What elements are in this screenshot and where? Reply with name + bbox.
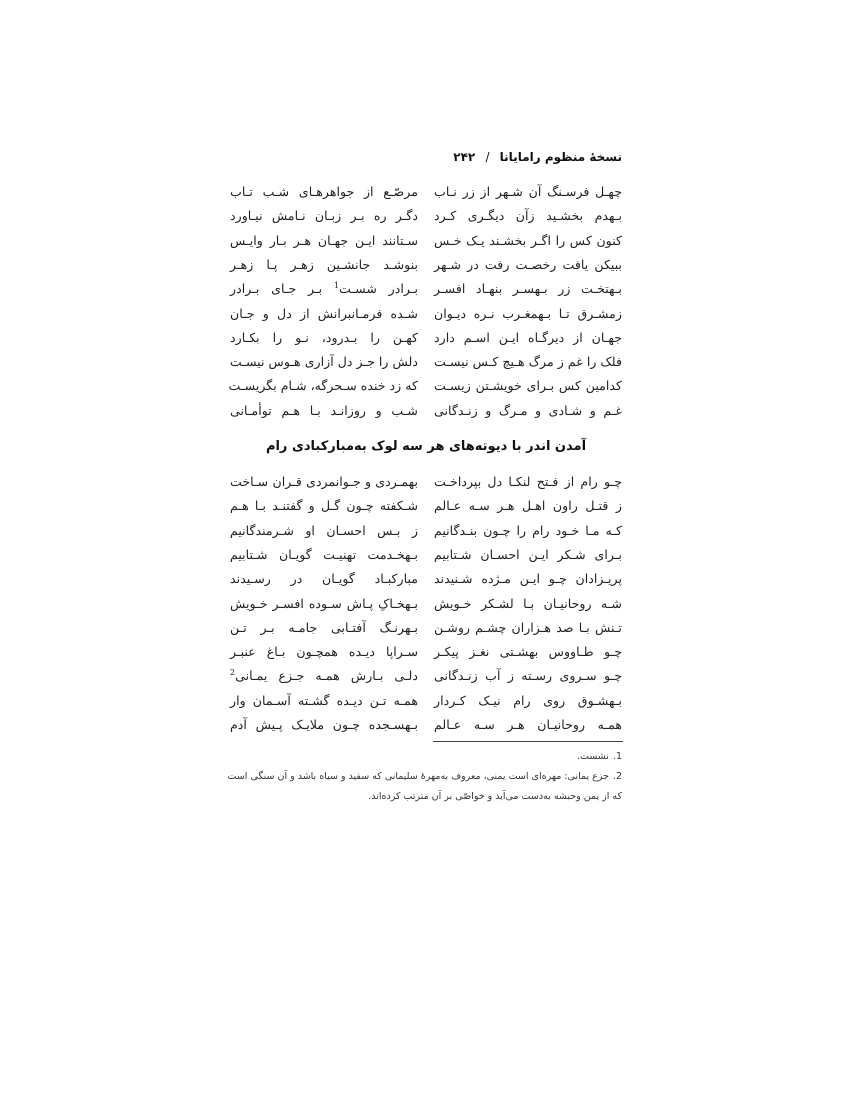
hemistich-text: شـب و روزانـد بـا هـم توأمـانی xyxy=(230,402,418,418)
hemistich-text: بـرادر شسـت xyxy=(339,281,418,297)
verse-second-hemistich xyxy=(230,328,418,348)
verse-row xyxy=(0,521,850,545)
hemistich-text: ز بـس احسـان او شـرمندگانیم xyxy=(230,522,418,538)
hemistich-text: فلک را غم ز مرگ هـیچ کـس نیسـت xyxy=(434,354,622,370)
verse-first-hemistich xyxy=(434,279,622,299)
hemistich-text: بـرای شـکر ایـن احسـان شـتابیم xyxy=(434,546,622,562)
verse-row xyxy=(0,376,850,400)
verse-row xyxy=(0,255,850,279)
hemistich-text: سـراپا دیـده همچـون بـاغ عنبـر xyxy=(230,644,418,660)
hemistich-text: جهـان از دیرگـاه ایـن اسـم دارد xyxy=(434,329,622,345)
verse-row xyxy=(0,642,850,666)
verse-row xyxy=(0,691,850,715)
hemistich-text: بـهشـوق روی رام نیـک کـردار xyxy=(434,692,622,708)
hemistich-text: چـو سـروی رسـته ز آب زنـدگانی xyxy=(434,668,622,684)
verse-first-hemistich xyxy=(434,328,622,348)
verse-first-hemistich xyxy=(434,569,622,589)
hemistich-text: ببیکن یافت رخصـت رفت در شـهر xyxy=(434,256,622,272)
hemistich-text: مرصّـع از جواهرهـای شـب تـاب xyxy=(230,184,418,199)
verse-row xyxy=(0,231,850,255)
hemistich-text: کنون کس را اگـر بخشـند یـک خـس xyxy=(434,232,622,248)
hemistich-text: همـه تـن دیـده گشـته آسـمان وار xyxy=(230,692,418,708)
verse-second-hemistich xyxy=(230,666,418,686)
running-header xyxy=(453,150,622,164)
hemistich-text: کهـن را بـدرود، نـو را بکـارد xyxy=(230,329,418,345)
footnote-divider xyxy=(433,741,623,742)
verse-row xyxy=(0,206,850,230)
hemistich-text: شـه روحانیـان بـا لشـکر خـویش xyxy=(434,595,622,611)
verse-second-hemistich xyxy=(230,521,418,541)
hemistich-text: کدامین کس بـرای خویشـتن زیسـت xyxy=(434,378,622,394)
hemistich-text: بـهسـجده چـون ملایـک پـیش آدم xyxy=(230,717,418,732)
verse-first-hemistich xyxy=(434,618,622,638)
hemistich-text: دلش را جـز دل آزاری هـوس نیسـت xyxy=(229,354,418,370)
hemistich-text: کـه مـا خـود رام را چـون بنـدگانیم xyxy=(434,522,622,538)
footnote-number: 2. xyxy=(612,771,622,782)
verse-second-hemistich xyxy=(230,472,418,492)
footnote-2 xyxy=(227,767,622,807)
hemistich-text: غـم و شـادی و مـرگ و زنـدگانی xyxy=(434,402,622,418)
hemistich-text: سـتانند ایـن جهـان هـر بـار وایـس xyxy=(230,232,418,248)
verse-second-hemistich xyxy=(230,496,418,516)
verse-second-hemistich xyxy=(230,376,418,396)
hemistich-text: بـهخـدمت تهنیـت گویـان شـتابیم xyxy=(230,546,418,562)
verse-second-hemistich xyxy=(230,618,418,638)
hemistich-text: شـده فرمـانبرانش از دل و جـان xyxy=(230,305,418,321)
hemistich-text: همـه روحانیـان هـر سـه عـالم xyxy=(434,717,622,732)
verse-row xyxy=(0,401,850,425)
verse-row xyxy=(0,279,850,303)
verse-first-hemistich xyxy=(434,521,622,541)
section-heading: آمدن اندر با دیوته‌های هر سه لوک به‌مبارکبادی رام xyxy=(265,439,587,454)
verse-first-hemistich xyxy=(434,594,622,614)
verse-first-hemistich xyxy=(434,255,622,275)
verse-first-hemistich xyxy=(434,715,622,735)
hemistich-text: که زد خنده سـحرگه، شـام بگریسـت xyxy=(228,378,418,394)
hemistich-text: بـهرنـگ آفتـابی جامـه بـر تـن xyxy=(230,619,418,635)
hemistich-text: چهـل فرسـنگ آن شـهر از زر نـاب xyxy=(434,184,622,199)
verse-row xyxy=(0,545,850,569)
verse-row xyxy=(0,472,850,496)
verse-second-hemistich xyxy=(230,206,418,226)
hemistich-text: دلـی بـارش همـه جـزع یمـانی xyxy=(235,668,418,684)
verse-first-hemistich xyxy=(434,352,622,372)
verse-first-hemistich xyxy=(434,545,622,565)
hemistich-text: بهمـردی و جـوانمردی قـران سـاخت xyxy=(230,474,418,489)
verse-first-hemistich xyxy=(434,304,622,324)
verse-second-hemistich xyxy=(230,352,418,372)
verse-first-hemistich xyxy=(434,496,622,516)
footnote-text: نشست. xyxy=(576,751,609,762)
verse-first-hemistich xyxy=(434,691,622,711)
footnote-marker: 2 xyxy=(230,668,236,678)
verse-second-hemistich xyxy=(230,642,418,662)
header-separator: / xyxy=(485,150,490,164)
page-number: ۲۴۲ xyxy=(453,150,476,164)
verse-second-hemistich xyxy=(230,255,418,275)
verse-first-hemistich xyxy=(434,666,622,686)
hemistich-text: تـنش بـا صد هـزاران چشـم روشـن xyxy=(434,619,622,635)
book-title: نسخهٔ منظوم رامایانا xyxy=(499,150,622,164)
verse-second-hemistich xyxy=(230,401,418,421)
hemistich-text: بـهدم بخشـید زآن دیگـری کـرد xyxy=(434,208,622,224)
hemistich-text: چـو رام از فـتح لنکـا دل بپرداخـت xyxy=(434,474,622,489)
verse-row xyxy=(0,496,850,520)
verse-row xyxy=(0,715,850,739)
verse-second-hemistich xyxy=(230,304,418,324)
verse-row xyxy=(0,569,850,593)
verse-second-hemistich xyxy=(230,691,418,711)
footnote-marker: 1 xyxy=(333,281,340,290)
verse-row xyxy=(0,182,850,206)
verse-first-hemistich xyxy=(434,642,622,662)
verse-second-hemistich xyxy=(230,182,418,202)
footnote-1 xyxy=(227,747,622,767)
verse-second-hemistich xyxy=(230,545,418,565)
hemistich-text: زمشـرق تـا بـهمغـرب نـره دیـوان xyxy=(434,305,622,321)
hemistich-text: بـهتخـت زر بـهسـر بنهـاد افسـر xyxy=(434,281,622,297)
hemistich-text: ز قتـل راون اهـل هـر سـه عـالم xyxy=(434,498,622,514)
verse-row xyxy=(0,328,850,352)
verse-first-hemistich xyxy=(434,206,622,226)
verse-row xyxy=(0,304,850,328)
hemistich-text: مبارکبـاد گویـان در رسـیدند xyxy=(230,571,418,587)
verse-second-hemistich xyxy=(230,594,418,614)
verse-row xyxy=(0,594,850,618)
footnote-text: جزع یمانی: مهره‌ای است یمنی، معروف به‌مهرهٔ سلیمانی که سفید و سیاه باشد و آن سنگی است که از یمن وحبشه به‌دست می‌آید و خواصّی بر آن مترتب کرده‌اند. xyxy=(227,771,622,802)
hemistich-text: بنوشـد جانشـین زهـر پـا زهـر xyxy=(230,256,418,272)
hemistich-text-continued: بـر جـای بـرادر xyxy=(230,281,323,297)
verse-row xyxy=(0,352,850,376)
footnote-number: 1. xyxy=(612,751,622,762)
verse-row xyxy=(0,618,850,642)
hemistich-text: بـهخـاکِ پـاش سـوده افسـر خـویش xyxy=(230,595,418,611)
verse-second-hemistich xyxy=(230,569,418,589)
hemistich-text: شـکفته چـون گـل و گفتنـد بـا هـم xyxy=(230,498,418,514)
verse-second-hemistich xyxy=(230,231,418,251)
verse-first-hemistich xyxy=(434,472,622,492)
verse-row xyxy=(0,666,850,690)
verse-first-hemistich xyxy=(434,401,622,421)
verse-first-hemistich xyxy=(434,231,622,251)
verse-first-hemistich xyxy=(434,376,622,396)
verse-second-hemistich xyxy=(230,279,418,299)
verse-second-hemistich xyxy=(230,715,418,735)
hemistich-text: چـو طـاووس بهشـتی نغـز پیکـر xyxy=(434,644,622,660)
hemistich-text: دگـر ره بـر زبـان نـامش نیـاورد xyxy=(230,208,418,224)
verse-first-hemistich xyxy=(434,182,622,202)
hemistich-text: پریـزادان چـو ایـن مـژده شـنیدند xyxy=(434,571,622,587)
